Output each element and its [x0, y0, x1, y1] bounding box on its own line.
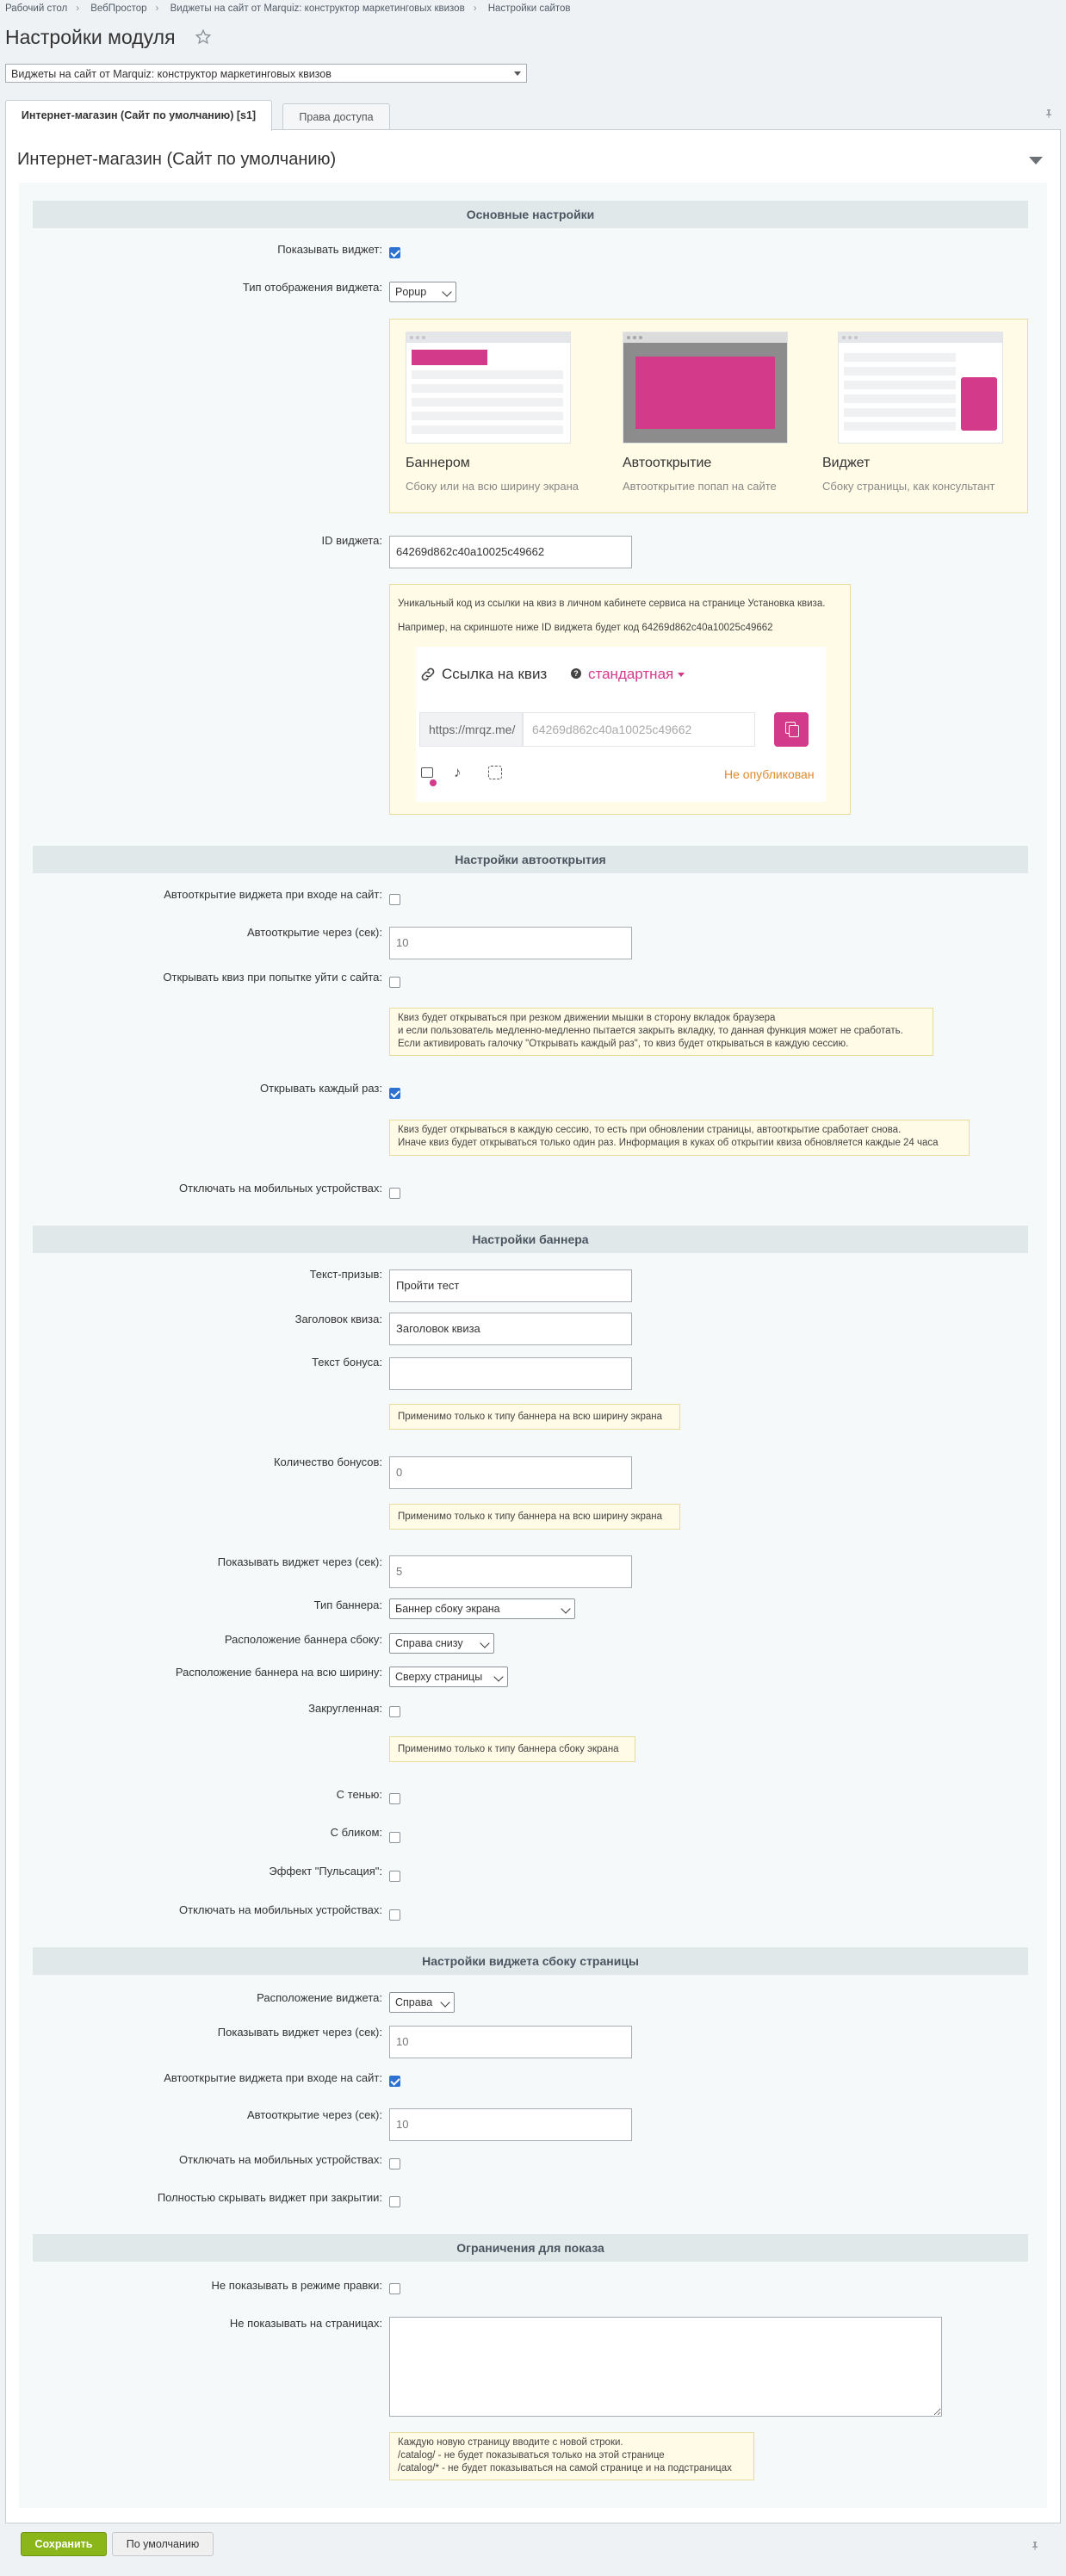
link-icon — [419, 666, 437, 683]
link-type: стандартная — [588, 666, 674, 682]
auto-delay-label: Автооткрытие через (сек): — [247, 926, 382, 939]
qr-code-icon — [488, 766, 502, 779]
auto-delay-input[interactable]: 10 — [389, 927, 632, 959]
section-limits: Ограничения для показа — [33, 2234, 1028, 2262]
side-position-widget-select[interactable]: Справа — [389, 1992, 455, 2013]
chevron-down-icon — [514, 71, 521, 76]
show-widget-label: Показывать виджет: — [277, 243, 382, 256]
quiz-link-screenshot — [416, 647, 826, 802]
bonus-count-input[interactable]: 0 — [389, 1456, 632, 1489]
bonus-text-input[interactable] — [389, 1357, 632, 1390]
auto-disable-mobile-checkbox[interactable] — [389, 1188, 400, 1199]
copy-icon — [774, 712, 809, 747]
side-show-after-input[interactable]: 10 — [389, 2026, 632, 2058]
cta-label: Текст-призыв: — [309, 1268, 382, 1281]
collapse-icon[interactable] — [1029, 157, 1043, 164]
hide-on-close-label: Полностью скрывать виджет при закрытии: — [157, 2191, 382, 2204]
tab-site-settings[interactable]: Интернет-магазин (Сайт по умолчанию) [s1] — [5, 100, 272, 131]
display-type-label: Тип отображения виджета: — [242, 281, 382, 294]
exit-intent-checkbox[interactable] — [389, 977, 400, 988]
side-banner-note: Применимо только к типу баннера сбоку экрана — [389, 1736, 635, 1762]
edit-mode-checkbox[interactable] — [389, 2283, 400, 2294]
breadcrumb-item[interactable]: Рабочий стол — [5, 3, 68, 14]
star-icon[interactable] — [195, 28, 212, 46]
module-select[interactable]: Виджеты на сайт от Marquiz: конструктор маркетинговых квизов — [5, 64, 527, 83]
side-auto-open-label: Автооткрытие виджета при входе на сайт: — [164, 2071, 382, 2084]
rounded-label: Закругленная: — [308, 1702, 382, 1715]
pin-icon[interactable] — [1044, 109, 1054, 119]
exit-intent-note: Квиз будет открываться при резком движении мышки в сторону вкладок браузера и если пользователь медленно-медленно пытается закрыть вкладку, то данная функция может не сработать. Если активировать галочку "Открывать каждый раз", то квиз будет открываться в каждую сессию. — [389, 1008, 933, 1056]
hide-on-close-checkbox[interactable] — [389, 2196, 400, 2207]
side-delay-input[interactable]: 10 — [389, 2108, 632, 2141]
auto-open-label: Автооткрытие виджета при входе на сайт: — [164, 888, 382, 901]
help-text-2: Например, на скриншоте ниже ID виджета будет код 64269d862c40a10025c49662 — [398, 623, 773, 633]
rounded-checkbox[interactable] — [389, 1706, 400, 1717]
pulse-checkbox[interactable] — [389, 1871, 400, 1882]
auto-disable-mobile-label: Отключать на мобильных устройствах: — [179, 1182, 382, 1195]
page-title: Настройки модуля — [5, 26, 176, 48]
bonus-count-label: Количество бонусов: — [273, 1456, 382, 1468]
exit-intent-label: Открывать квиз при попытке уйти с сайта: — [163, 971, 382, 984]
save-button[interactable]: Сохранить — [21, 2532, 107, 2556]
quiz-link-title: Ссылка на квиз — [442, 666, 548, 682]
banner-type-select[interactable]: Баннер сбоку экрана — [389, 1598, 575, 1619]
panel-title: Интернет-магазин (Сайт по умолчанию) — [17, 150, 337, 169]
side-show-after-label: Показывать виджет через (сек): — [217, 2026, 382, 2039]
banner-show-after-input[interactable]: 5 — [389, 1555, 632, 1588]
widget-id-input[interactable]: 64269d862c40a10025c49662 — [389, 536, 632, 568]
tab-access-rights[interactable]: Права доступа — [282, 103, 390, 129]
auto-open-checkbox[interactable] — [389, 894, 400, 905]
default-button[interactable]: По умолчанию — [112, 2532, 214, 2556]
breadcrumb-item[interactable]: Настройки сайтов — [487, 3, 571, 14]
section-main: Основные настройки — [33, 201, 1028, 228]
full-position-select[interactable]: Сверху страницы — [389, 1667, 508, 1687]
chevron-down-icon — [678, 673, 685, 677]
heading-label: Заголовок квиза: — [294, 1313, 382, 1325]
side-position-label: Расположение баннера сбоку: — [224, 1633, 382, 1646]
autoopen-mode-image — [623, 332, 788, 444]
settings-form — [19, 183, 1047, 2508]
pulse-label: Эффект "Пульсация": — [269, 1865, 382, 1878]
widget-mode-image — [838, 332, 1003, 444]
breadcrumb-item[interactable]: ВебПростор — [90, 3, 147, 14]
glare-checkbox[interactable] — [389, 1832, 400, 1843]
widget-mode-title: Виджет — [822, 456, 871, 470]
breadcrumb: Рабочий стол › ВебПростор › Виджеты на сайт от Marquiz: конструктор маркетинговых квизов › Настройки сайтов — [5, 3, 571, 14]
display-type-select[interactable]: Popup — [389, 282, 456, 302]
publish-status: Не опубликован — [724, 767, 815, 781]
cta-input[interactable]: Пройти тест — [389, 1269, 632, 1302]
side-disable-mobile-checkbox[interactable] — [389, 2158, 400, 2169]
banner-disable-mobile-label: Отключать на мобильных устройствах: — [179, 1903, 382, 1916]
widget-mode-desc: Сбоку страницы, как консультант — [822, 480, 995, 493]
banner-show-after-label: Показывать виджет через (сек): — [217, 1555, 382, 1568]
section-autoopen: Настройки автооткрытия — [33, 846, 1028, 873]
full-position-label: Расположение баннера на всю ширину: — [175, 1666, 382, 1679]
every-time-checkbox[interactable] — [389, 1088, 400, 1099]
shadow-label: С тенью: — [336, 1788, 382, 1801]
tiktok-icon: ♪ — [454, 764, 462, 780]
banner-disable-mobile-checkbox[interactable] — [389, 1909, 400, 1921]
autoopen-mode-title: Автооткрытие — [623, 456, 712, 470]
banner-mode-title: Баннером — [406, 456, 470, 470]
pin-icon[interactable] — [1030, 2541, 1040, 2551]
autoopen-mode-desc: Автооткрытие попап на сайте — [623, 480, 777, 493]
side-auto-open-checkbox[interactable] — [389, 2076, 400, 2087]
widget-id-help — [389, 584, 851, 815]
notification-dot — [430, 779, 437, 786]
pages-label: Не показывать на страницах: — [229, 2317, 382, 2330]
question-icon: ? — [571, 668, 581, 679]
section-banner: Настройки баннера — [33, 1226, 1028, 1253]
section-side-widget: Настройки виджета сбоку страницы — [33, 1947, 1028, 1975]
heading-input[interactable]: Заголовок квиза — [389, 1313, 632, 1345]
shadow-checkbox[interactable] — [389, 1793, 400, 1804]
side-position-widget-label: Расположение виджета: — [257, 1991, 382, 2004]
side-disable-mobile-label: Отключать на мобильных устройствах: — [179, 2153, 382, 2166]
side-position-select[interactable]: Справа снизу — [389, 1633, 494, 1654]
embed-icon — [421, 767, 433, 778]
every-time-label: Открывать каждый раз: — [260, 1082, 382, 1095]
url-id: 64269d862c40a10025c49662 — [523, 712, 755, 747]
pages-note: Каждую новую страницу вводите с новой строки. /catalog/ - не будет показываться только на этой странице /catalog/* - не будет показываться на самой странице и на подстраницах — [389, 2432, 754, 2480]
breadcrumb-item[interactable]: Виджеты на сайт от Marquiz: конструктор маркетинговых квизов — [170, 3, 465, 14]
full-width-note-2: Применимо только к типу баннера на всю ширину экрана — [389, 1504, 680, 1530]
edit-mode-label: Не показывать в режиме правки: — [211, 2279, 382, 2292]
url-prefix: https://mrqz.me/ — [419, 712, 523, 747]
glare-label: С бликом: — [330, 1826, 382, 1839]
bonus-text-label: Текст бонуса: — [312, 1356, 382, 1369]
every-time-note: Квиз будет открываться в каждую сессию, то есть при обновлении страницы, автооткрытие сработает снова. Иначе квиз будет открываться только один раз. Информация в куках об открытии квиза обновляется каждые 24 часа — [389, 1120, 970, 1156]
show-widget-checkbox[interactable] — [389, 247, 400, 258]
banner-mode-desc: Сбоку или на всю ширину экрана — [406, 480, 579, 493]
help-text-1: Уникальный код из ссылки на квиз в личном кабинете сервиса на странице Установка квиза. — [398, 599, 826, 609]
pages-textarea[interactable] — [389, 2317, 942, 2417]
display-modes-preview — [389, 319, 1028, 513]
side-delay-label: Автооткрытие через (сек): — [247, 2108, 382, 2121]
widget-id-label: ID виджета: — [321, 534, 382, 547]
full-width-note: Применимо только к типу баннера на всю ширину экрана — [389, 1404, 680, 1430]
banner-type-label: Тип баннера: — [313, 1598, 382, 1611]
banner-mode-image — [406, 332, 571, 444]
